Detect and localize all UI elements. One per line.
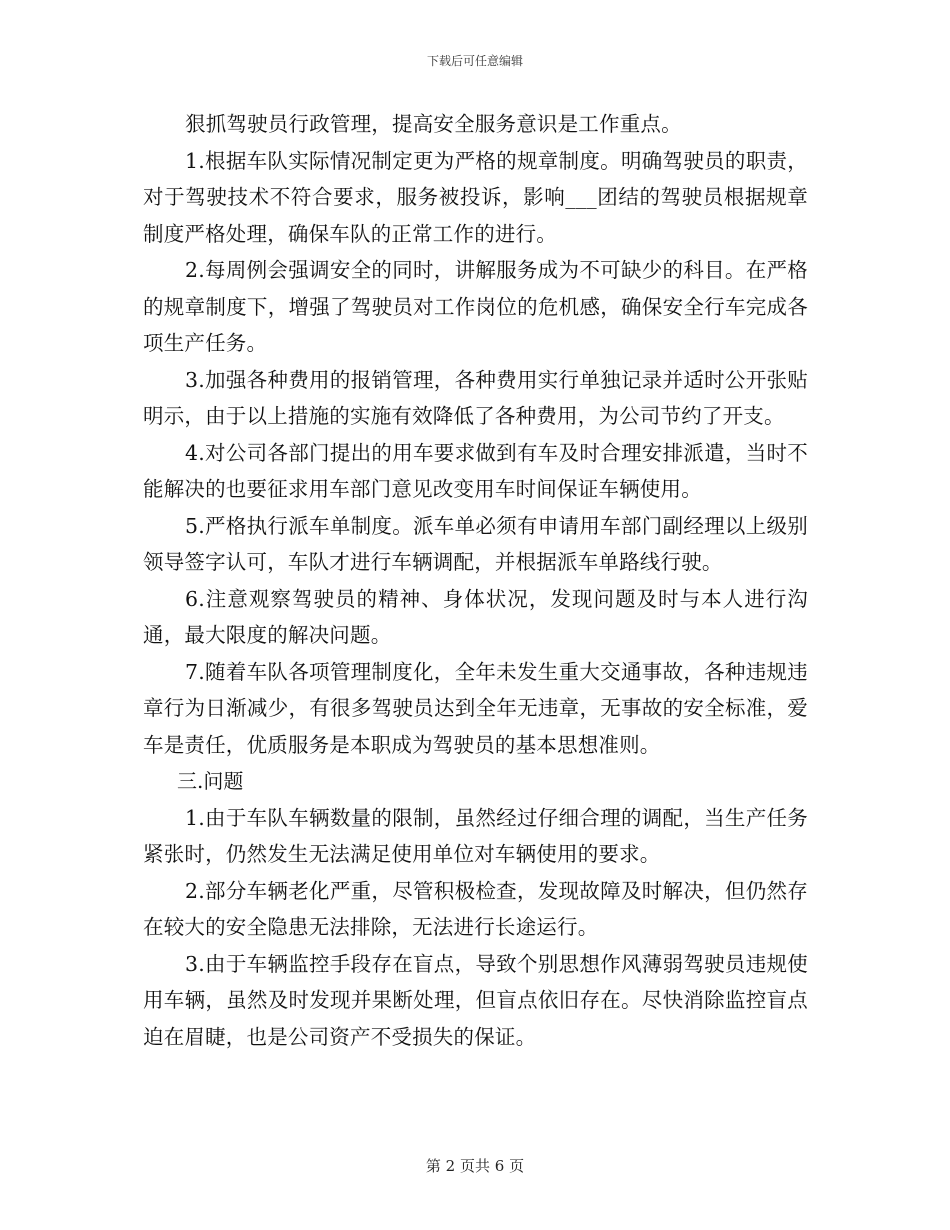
problem-item-2: 2.部分车辆老化严重，尽管积极检查，发现故障及时解决，但仍然存在较大的安全隐患无法排除，无法进行长途运行。 <box>143 878 808 939</box>
document-body <box>143 106 808 1055</box>
problem-item-1: 1.由于车队车辆数量的限制，虽然经过仔细合理的调配，当生产任务紧张时，仍然发生无法满足使用单位对车辆使用的要求。 <box>143 805 808 866</box>
paragraph-intro: 狠抓驾驶员行政管理，提高安全服务意识是工作重点。 <box>185 112 682 136</box>
paragraph-item-5: 5.严格执行派车单制度。派车单必须有申请用车部门副经理以上级别领导签字认可，车队才进行车辆调配，并根据派车单路线行驶。 <box>143 513 808 574</box>
problem-item-3: 3.由于车辆监控手段存在盲点，导致个别思想作风薄弱驾驶员违规使用车辆，虽然及时发现并果断处理，但盲点依旧存在。尽快消除监控盲点迫在眉睫，也是公司资产不受损失的保证。 <box>143 951 808 1049</box>
paragraph-item-3: 3.加强各种费用的报销管理，各种费用实行单独记录并适时公开张贴明示，由于以上措施的实施有效降低了各种费用，为公司节约了开支。 <box>143 367 808 428</box>
paragraph-item-7: 7.随着车队各项管理制度化，全年未发生重大交通事故，各种违规违章行为日渐减少，有很多驾驶员达到全年无违章，无事故的安全标准，爱车是责任，优质服务是本职成为驾驶员的基本思想准则。 <box>143 659 808 757</box>
page-footer: 第 2 页共 6 页 <box>425 1157 525 1175</box>
section-heading: 三.问题 <box>177 769 244 793</box>
paragraph-item-1: 1.根据车队实际情况制定更为严格的规章制度。明确驾驶员的职责，对于驾驶技术不符合要求，服务被投诉，影响___团结的驾驶员根据规章制度严格处理，确保车队的正常工作的进行。 <box>143 148 808 246</box>
paragraph-item-4: 4.对公司各部门提出的用车要求做到有车及时合理安排派遣，当时不能解决的也要征求用车部门意见改变用车时间保证车辆使用。 <box>143 440 808 501</box>
paragraph-item-2: 2.每周例会强调安全的同时，讲解服务成为不可缺少的科目。在严格的规章制度下，增强了驾驶员对工作岗位的危机感，确保安全行车完成各项生产任务。 <box>143 258 808 355</box>
paragraph-item-6: 6.注意观察驾驶员的精神、身体状况，发现问题及时与本人进行沟通，最大限度的解决问题。 <box>143 586 808 647</box>
page-header: 下载后可任意编辑 <box>426 54 523 68</box>
